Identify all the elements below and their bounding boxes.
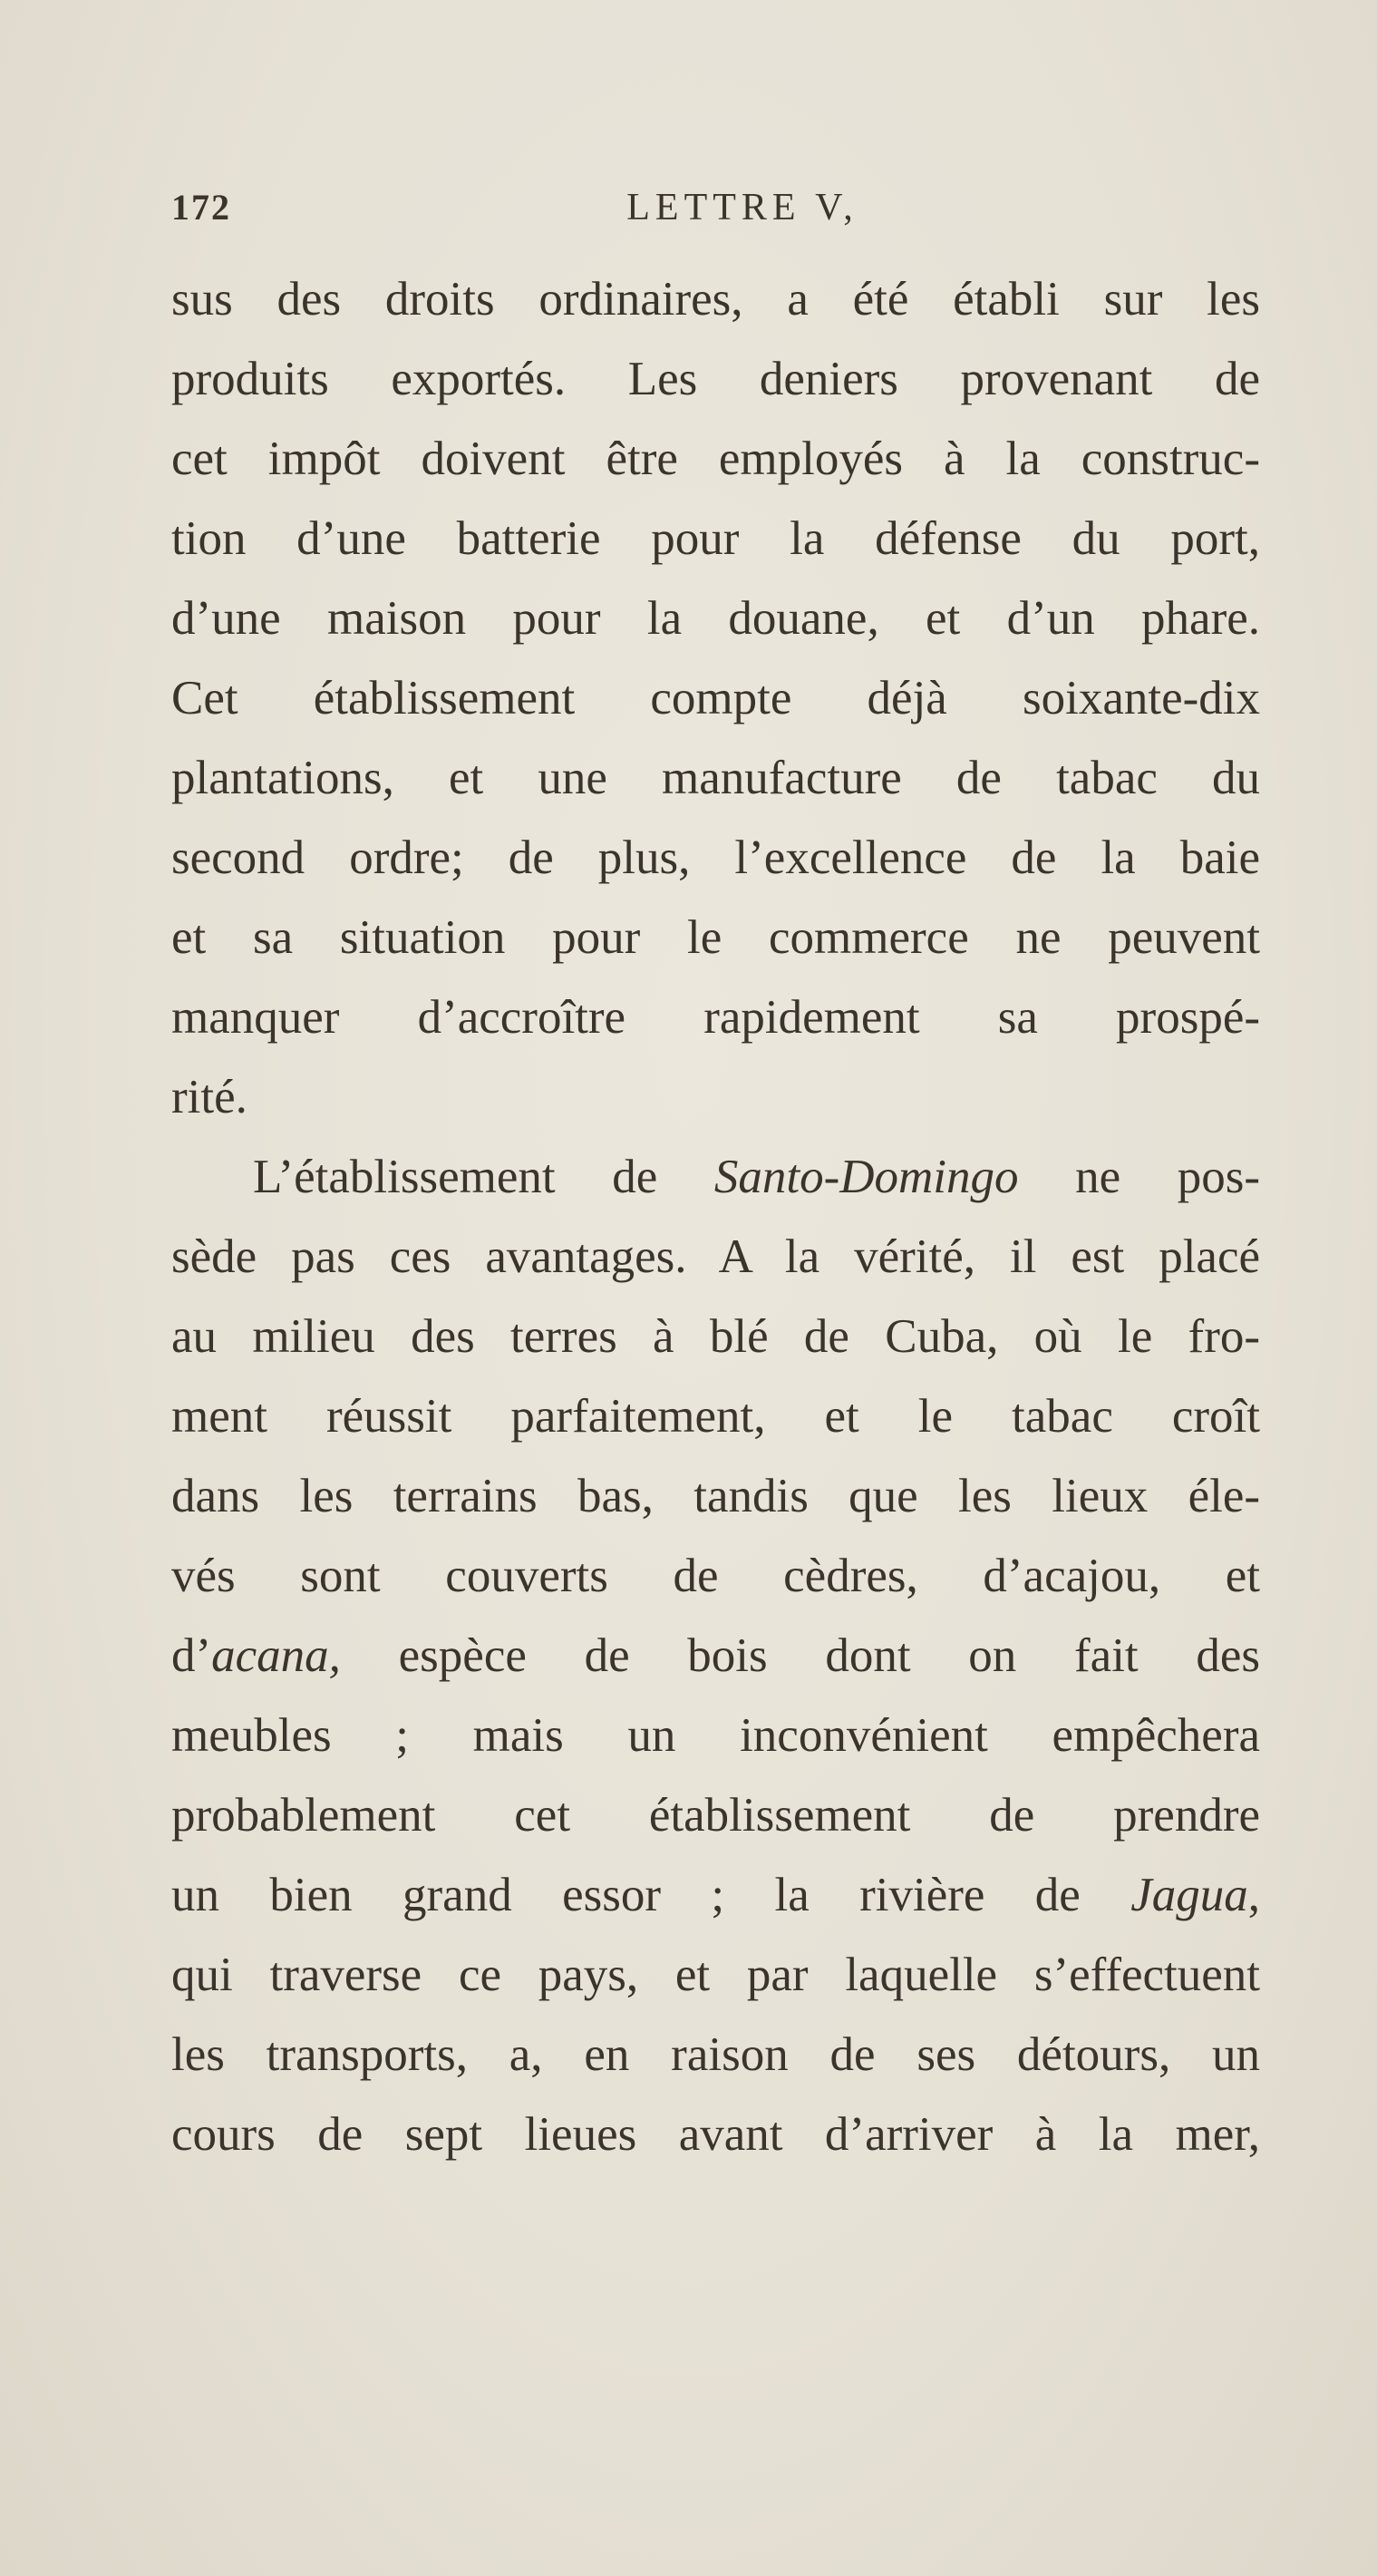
text-segment: sus des droits ordinaires, a été établi sur les [171, 273, 1260, 326]
text-line [171, 1706, 1260, 1786]
italic-text: acana, [211, 1629, 341, 1682]
text-segment: d’ [171, 1629, 212, 1682]
text-segment: ne pos- [1018, 1151, 1260, 1203]
text-segment: vés sont couverts de cèdres, d’acajou, et [171, 1550, 1260, 1602]
text-line [171, 1946, 1260, 2026]
text-line [171, 2026, 1260, 2105]
text-segment: ment réussit parfaitement, et le tabac croît [171, 1390, 1260, 1443]
text-line [171, 909, 1260, 988]
text-line [171, 669, 1260, 749]
text-segment: les transports, a, en raison de ses détours, un [171, 2028, 1260, 2081]
running-title: LETTRE V, [626, 187, 858, 228]
text-segment: dans les terrains bas, tandis que les lieux éle- [171, 1470, 1260, 1522]
text-line [171, 1068, 1260, 1148]
text-line [171, 1866, 1260, 1946]
text-segment: L’établissement de [253, 1151, 714, 1203]
text-segment: produits exportés. Les deniers provenant de [171, 353, 1260, 405]
text-segment: probablement cet établissement de prendre [171, 1789, 1260, 1842]
text-segment: un bien grand essor ; la rivière de [171, 1869, 1131, 1921]
text-line [171, 350, 1260, 430]
text-segment: cours de sept lieues avant d’arriver à la mer, [171, 2108, 1260, 2161]
text-segment: rité. [171, 1071, 247, 1123]
italic-text: Jagua [1130, 1869, 1248, 1921]
text-line [171, 1547, 1260, 1627]
text-segment: espèce de bois dont on fait des [340, 1629, 1260, 1682]
text-line [171, 1228, 1260, 1307]
text-segment: qui traverse ce pays, et par laquelle s’effectuent [171, 1949, 1260, 2001]
text-segment: second ordre; de plus, l’excellence de la baie [171, 831, 1260, 884]
text-segment: sède pas ces avantages. A la vérité, il est placé [171, 1230, 1260, 1283]
page-header [171, 186, 1259, 240]
text-line [171, 749, 1260, 829]
text-line [171, 2105, 1260, 2185]
text-segment: cet impôt doivent être employés à la construc- [171, 433, 1260, 485]
text-segment: Cet établissement compte déjà soixante-dix [171, 672, 1260, 724]
text-line [171, 1786, 1260, 1866]
text-line [171, 589, 1260, 669]
text-segment: plantations, et une manufacture de tabac du [171, 752, 1260, 804]
italic-text: Santo-Domingo [713, 1151, 1019, 1203]
text-segment: d’une maison pour la douane, et d’un phare. [171, 592, 1260, 645]
text-line [171, 1467, 1260, 1547]
text-line [171, 1307, 1260, 1387]
text-line [171, 1387, 1260, 1467]
text-line [171, 829, 1260, 909]
text-segment: tion d’une batterie pour la défense du port, [171, 512, 1260, 565]
text-line [171, 270, 1260, 350]
text-segment: meubles ; mais un inconvénient empêchera [171, 1709, 1260, 1762]
body-text [171, 270, 1260, 2185]
text-line [171, 430, 1260, 510]
page-number: 172 [171, 187, 231, 228]
text-segment: au milieu des terres à blé de Cuba, où le fro- [171, 1310, 1260, 1363]
text-line [171, 1148, 1260, 1228]
text-line [171, 1627, 1260, 1706]
text-segment: manquer d’accroître rapidement sa prospé- [171, 991, 1260, 1044]
text-segment: , [1247, 1869, 1260, 1921]
text-line [171, 988, 1260, 1068]
text-line [171, 510, 1260, 589]
text-segment: et sa situation pour le commerce ne peuvent [171, 911, 1260, 964]
